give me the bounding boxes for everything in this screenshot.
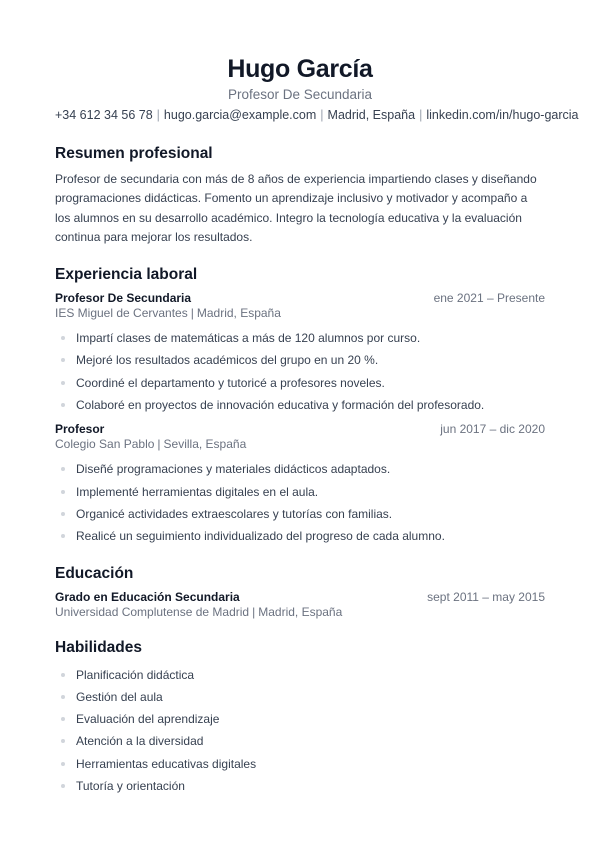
job-header	[55, 291, 545, 306]
experience-section	[55, 265, 545, 547]
job-bullet: Coordiné el departamento y tutoricé a profesores noveles.	[61, 372, 545, 394]
job-dates: ene 2021 – Presente	[433, 291, 545, 306]
education-institution-line	[55, 605, 545, 620]
job-entry	[55, 291, 545, 416]
section-heading-experience: Experiencia laboral	[55, 266, 198, 284]
contact-linkedin[interactable]: linkedin.com/in/hugo-garcia	[426, 108, 579, 122]
org-separator: |	[190, 306, 194, 321]
contact-line	[55, 107, 579, 124]
education-dates: sept 2011 – may 2015	[427, 589, 545, 604]
job-location: Sevilla, España	[163, 437, 247, 452]
skill-item: Herramientas educativas digitales	[61, 753, 545, 775]
job-entry	[55, 422, 545, 547]
job-organization	[55, 437, 545, 452]
job-organization	[55, 306, 545, 321]
contact-separator: |	[320, 108, 324, 122]
job-bullet: Impartí clases de matemáticas a más de 120 alumnos por curso.	[61, 327, 545, 349]
contact-separator: |	[156, 108, 160, 122]
section-heading-education: Educación	[55, 564, 134, 582]
candidate-title: Profesor De Secundaria	[227, 87, 373, 102]
skill-item: Tutoría y orientación	[61, 775, 545, 797]
job-location: Madrid, España	[196, 306, 281, 321]
contact-phone: +34 612 34 56 78	[55, 108, 153, 122]
candidate-name: Hugo García	[227, 55, 373, 83]
contact-location: Madrid, España	[327, 108, 416, 122]
section-heading-skills: Habilidades	[55, 638, 142, 656]
job-org-name: Colegio San Pablo	[55, 437, 155, 452]
job-dates: jun 2017 – dic 2020	[440, 422, 545, 437]
job-bullet: Colaboré en proyectos de innovación educativa y formación del profesorado.	[61, 394, 545, 416]
skill-item: Evaluación del aprendizaje	[61, 708, 545, 730]
job-bullet: Diseñé programaciones y materiales didácticos adaptados.	[61, 458, 545, 480]
org-separator: |	[252, 604, 256, 619]
education-section	[55, 564, 545, 620]
job-bullet: Implementé herramientas digitales en el aula.	[61, 481, 545, 503]
resume-header	[55, 0, 579, 124]
skills-list	[55, 664, 545, 798]
job-role: Profesor De Secundaria	[55, 291, 192, 306]
job-role: Profesor	[55, 422, 105, 437]
education-header	[55, 590, 545, 605]
job-bullet: Organicé actividades extraescolares y tutorías con familias.	[61, 503, 545, 525]
org-separator: |	[157, 437, 161, 452]
education-location: Madrid, España	[258, 604, 343, 619]
job-header	[55, 422, 545, 437]
section-heading-summary: Resumen profesional	[55, 145, 213, 162]
skill-item: Gestión del aula	[61, 686, 545, 708]
education-degree: Grado en Educación Secundaria	[55, 589, 240, 604]
job-bullets	[55, 458, 545, 547]
job-bullets	[55, 327, 545, 416]
contact-email[interactable]: hugo.garcia@example.com	[163, 108, 317, 122]
job-org-name: IES Miguel de Cervantes	[55, 306, 188, 321]
skill-item: Atención a la diversidad	[61, 730, 545, 752]
skills-section	[55, 638, 545, 798]
contact-separator: |	[419, 108, 423, 122]
skill-item: Planificación didáctica	[61, 664, 545, 686]
summary-text: Profesor de secundaria con más de 8 años de experiencia impartiendo clases y diseñando programaciones didácticas. Fomento un aprendizaje inclusivo y motivador y acompaño a los alumnos en su desarrollo académico. Integro la tecnología educativa y la evaluación continua para mejorar los resultados.	[55, 172, 537, 244]
summary-section	[55, 144, 545, 247]
education-institution: Universidad Complutense de Madrid	[55, 604, 250, 619]
job-bullet: Mejoré los resultados académicos del grupo en un 20 %.	[61, 349, 545, 371]
job-bullet: Realicé un seguimiento individualizado del progreso de cada alumno.	[61, 525, 545, 547]
